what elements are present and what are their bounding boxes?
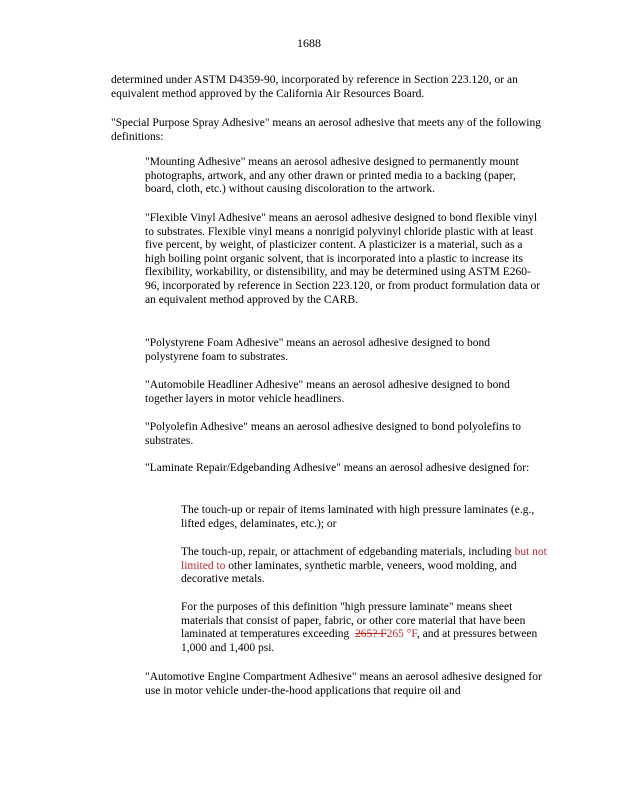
polyolefin-adhesive-definition: "Polyolefin Adhesive" means an aerosol adhesive designed to bond polyolefins to substrates. — [145, 421, 522, 447]
inserted-revision-text: but not limited to — [181, 546, 547, 572]
intro-paragraph: determined under ASTM D4359-90, incorporated by reference in Section 223.120, or an equivalent method approved by the California Air Resources Board. — [111, 74, 518, 100]
page-number: 1688 — [297, 36, 321, 50]
edgebanding-item — [181, 546, 551, 587]
special-purpose-spray-adhesive-definition: "Special Purpose Spray Adhesive" means an aerosol adhesive that meets any of the following definitions: — [111, 117, 541, 143]
edgebanding-text-start: The touch-up, repair, or attachment of edgebanding materials, including — [181, 546, 512, 558]
laminate-touchup-item: The touch-up or repair of items laminated with high pressure laminates (e.g., lifted edges, delaminates, etc.); or — [181, 504, 535, 530]
laminate-repair-edgebanding-adhesive-definition: "Laminate Repair/Edgebanding Adhesive" means an aerosol adhesive designed for: — [145, 462, 530, 474]
inserted-temperature-text: 265 °F — [386, 628, 417, 641]
deleted-revision-text: 265? F — [355, 628, 387, 641]
polystyrene-foam-adhesive-definition: "Polystyrene Foam Adhesive" means an aerosol adhesive designed to bond polystyrene foam to substrates. — [145, 337, 491, 363]
hpl-text-end: , and at pressures between 1,000 and 1,400 psi. — [181, 628, 538, 654]
high-pressure-laminate-item — [181, 601, 551, 655]
flexible-vinyl-adhesive-definition: "Flexible Vinyl Adhesive" means an aerosol adhesive designed to bond flexible vinyl to substrates. Flexible vinyl means a nonrigid polyvinyl chloride plastic with at least five percent, by weight, of plasticizer content. A plasticizer is a material, such as a high boiling point organic solvent, that is incorporated into a plastic to increase its flexibility, workability, or distensibility, and may be determined using ASTM E260-96, incorporated by reference in Section 223.120, or from product formulation data or an equivalent method approved by the CARB. — [145, 212, 541, 306]
automobile-headliner-adhesive-definition: "Automobile Headliner Adhesive" means an aerosol adhesive designed to bond together layers in motor vehicle headliners. — [145, 379, 510, 405]
edgebanding-text-end: other laminates, synthetic marble, veneers, wood molding, and decorative metals. — [181, 559, 517, 586]
mounting-adhesive-definition: "Mounting Adhesive" means an aerosol adhesive designed to permanently mount photographs, artwork, and any other drawn or printed media to a backing (paper, board, cloth, etc.) without causing discoloration to the artwork. — [145, 156, 519, 196]
hpl-text-start: For the purposes of this definition "high pressure laminate" means sheet materials that consist of paper, fabric, or other core material that have been laminated at temperatures exceeding — [181, 601, 526, 641]
automotive-engine-compartment-adhesive-definition: "Automotive Engine Compartment Adhesive" means an aerosol adhesive designed for use in motor vehicle under-the-hood applications that require oil and — [145, 671, 542, 697]
